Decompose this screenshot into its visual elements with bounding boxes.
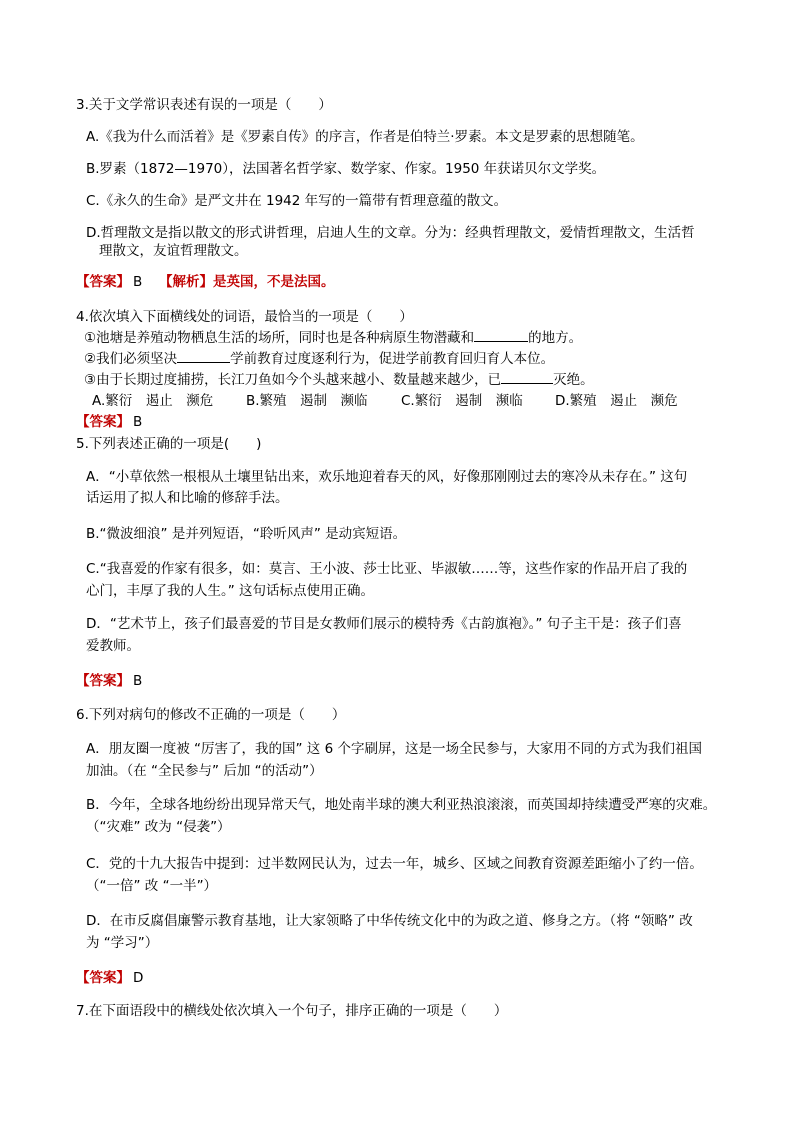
fill-blank xyxy=(177,350,230,363)
q4-stem: 4.依次填入下面横线处的词语，最恰当的一项是（ ） xyxy=(76,309,413,325)
q3-option-b: B.罗素（1872—1970），法国著名哲学家、数学家、作家。1950 年获诺贝尔文学奖。 xyxy=(86,161,606,177)
q4-choice-d: D.繁殖 遏止 濒危 xyxy=(555,393,678,409)
q4-sentence-2 xyxy=(84,350,554,368)
q3-answer xyxy=(76,273,334,291)
q5-option-d-line1: D．“艺术节上，孩子们最喜爱的节目是女教师们展示的模特秀《古韵旗袍》。” 句子主干是：孩子们喜 xyxy=(86,616,682,632)
q5-option-c-line1: C.“我喜爱的作家有很多，如：莫言、王小波、莎士比亚、毕淑敏……等，这些作家的作品开启了我的 xyxy=(86,561,688,577)
q4-s1-text-b: 的地方。 xyxy=(528,330,583,346)
answer-letter: B xyxy=(133,673,143,689)
q6-answer xyxy=(76,969,143,987)
q4-answer xyxy=(76,413,142,431)
q4-s1-text-a: ①池塘是养殖动物栖息生活的场所，同时也是各种病原生物潜藏和 xyxy=(84,330,475,346)
q6-option-d-line2: 为 “学习”） xyxy=(86,935,159,951)
q6-option-a-line1: A．朋友圈一度被 “厉害了，我的国” 这 6 个字刷屏，这是一场全民参与，大家用不同的方式为我们祖国 xyxy=(86,741,702,757)
fill-blank xyxy=(474,329,528,342)
q4-choice-a: A.繁衍 遏止 濒危 xyxy=(92,393,214,409)
q4-s3-text-a: ③由于长期过度捕捞，长江刀鱼如今个头越来越小、数量越来越少，已 xyxy=(84,372,502,388)
explanation-text: 是英国，不是法国。 xyxy=(212,274,335,290)
answer-letter: B xyxy=(133,414,143,430)
answer-label: 【答案】 xyxy=(76,970,130,986)
answer-letter: D xyxy=(133,970,144,986)
q4-choices xyxy=(92,392,678,410)
q4-s2-text-b: 学前教育过度逐利行为，促进学前教育回归育人本位。 xyxy=(230,351,555,367)
answer-label: 【答案】 xyxy=(76,414,130,430)
q6-option-a-line2: 加油。（在 “全民参与” 后加 “的活动”） xyxy=(86,763,323,779)
q4-choice-c: C.繁衍 遏制 濒临 xyxy=(401,393,523,409)
explanation-label: 【解析】 xyxy=(158,274,213,290)
q5-stem: 5.下列表述正确的一项是( ) xyxy=(76,436,262,452)
q5-option-a-line2: 话运用了拟人和比喻的修辞手法。 xyxy=(86,490,289,506)
q6-option-d-line1: D．在市反腐倡廉警示教育基地，让大家领略了中华传统文化中的为政之道、修身之方。（将 “领略” 改 xyxy=(86,913,693,929)
q3-option-d-line1: D.哲理散文是指以散文的形式讲哲理，启迪人生的文章。分为：经典哲理散文，爱情哲理散文，生活哲 xyxy=(86,225,695,241)
q3-option-a: A.《我为什么而活着》是《罗素自传》的序言，作者是伯特兰·罗素。本文是罗素的思想随笔。 xyxy=(86,129,644,145)
q7-stem: 7.在下面语段中的横线处依次填入一个句子，排序正确的一项是（ ） xyxy=(76,1003,508,1019)
q6-stem: 6.下列对病句的修改不正确的一项是（ ） xyxy=(76,707,346,723)
q5-option-d-line2: 爱教师。 xyxy=(86,638,140,654)
q4-s2-text-a: ②我们必须坚决 xyxy=(84,351,178,367)
q4-sentence-1 xyxy=(84,329,582,347)
q6-option-b-line2: （“灾难” 改为 “侵袭”） xyxy=(86,819,231,835)
fill-blank xyxy=(501,371,553,384)
q6-option-b-line1: B．今年，全球各地纷纷出现异常天气，地处南半球的澳大利亚热浪滚滚，而英国却持续遭受严寒的灾难。 xyxy=(86,797,717,813)
q6-option-c-line1: C．党的十九大报告中提到：过半数网民认为，过去一年，城乡、区域之间教育资源差距缩小了约一倍。 xyxy=(86,856,703,872)
answer-letter: B xyxy=(133,274,143,290)
q5-option-c-line2: 心门，丰厚了我的人生。” 这句话标点使用正确。 xyxy=(86,583,375,599)
q5-option-b: B.“微波细浪” 是并列短语，“聆听风声” 是动宾短语。 xyxy=(86,526,407,542)
q6-option-c-line2: （“一倍” 改 “一半”） xyxy=(86,878,218,894)
q4-s3-text-b: 灭绝。 xyxy=(553,372,594,388)
q4-sentence-3 xyxy=(84,371,594,389)
q3-option-d-line2: 理散文，友谊哲理散文。 xyxy=(99,243,248,259)
answer-label: 【答案】 xyxy=(76,274,130,290)
q3-option-c: C.《永久的生命》是严文井在 1942 年写的一篇带有哲理意蕴的散文。 xyxy=(86,193,508,209)
q3-stem: 3.关于文学常识表述有误的一项是（ ） xyxy=(76,97,332,113)
q4-choice-b: B.繁殖 遏制 濒临 xyxy=(246,393,368,409)
q5-answer xyxy=(76,672,142,690)
answer-label: 【答案】 xyxy=(76,673,130,689)
q5-option-a-line1: A．“小草依然一根根从土壤里钻出来，欢乐地迎着春天的风，好像那刚刚过去的寒冷从未存在。” 这句 xyxy=(86,469,688,485)
